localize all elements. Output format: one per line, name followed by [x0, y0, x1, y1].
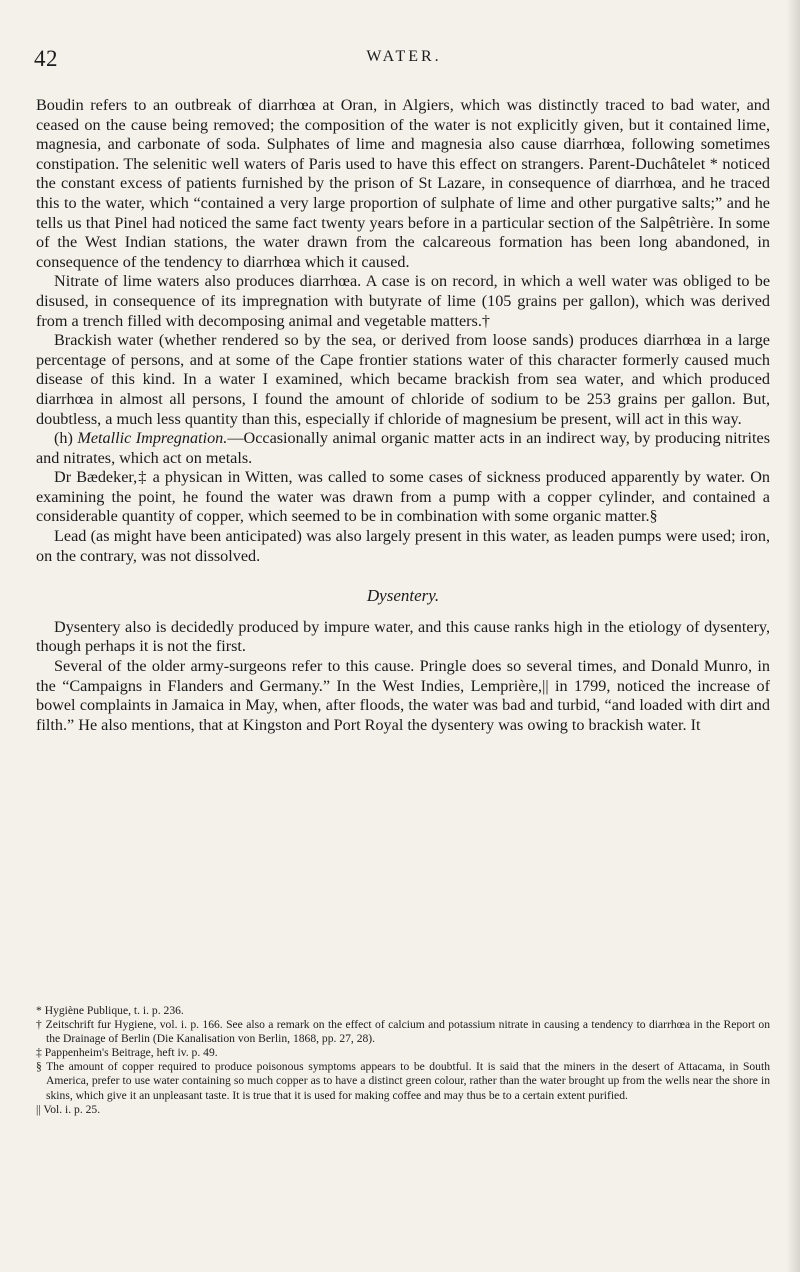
metallic-text: —Occasionally animal organic matter acts in an indirect way, by producing nitrites and nitrates, which act on metals. — [36, 429, 770, 467]
footnote: † Zeitschrift fur Hygiene, vol. i. p. 166. See also a remark on the effect of calcium and potassium nitrate in causing a tendency to diarrhœa in the Report on the Drainage of Berlin (Die Kanalisation von Berlin, 1868, pp. 27, 28). — [36, 1018, 770, 1046]
paragraph-oran-outbreak: Boudin refers to an outbreak of diarrhœa at Oran, in Algiers, which was distinctly traced to bad water, and ceased on the cause being removed; the composition of the water is not explicitly given, but it contained lime, magnesia, and carbonate of soda. Sulphates of lime and magnesia also cause diarrhœa, following sometimes constipation. The selenitic well waters of Paris used to have this effect on strangers. Parent-Duchâtelet * noticed the constant excess of patients furnished by the prison of St Lazare, in consequence of diarrhœa, and he traced this to the water, which “contained a very large proportion of sulphate of lime and other purgative salts;” and he tells us that Pinel had noticed the same fact twenty years before in a particular section of the Salpêtrière. In some of the West Indian stations, the water drawn from the calcareous formation has been long abandoned, in consequence of the tendency to diarrhœa which it caused. — [36, 96, 770, 271]
body-text — [36, 96, 770, 735]
footnotes — [36, 1004, 770, 1117]
footnote: § The amount of copper required to produce poisonous symptoms appears to be doubtful. It is said that the miners in the desert of Attacama, in South America, prefer to use water containing so much copper as to have a distinct green colour, rather than the water brought up from the wells near the shore in skins, which give it an unpleasant taste. It is true that it is used for making coffee and may thus be to a certain extent purified. — [36, 1060, 770, 1102]
metallic-title: Metallic Impregnation. — [77, 429, 228, 448]
paragraph-metallic-impregnation — [36, 429, 770, 468]
paragraph-dysentery-impure-water: Dysentery also is decidedly produced by impure water, and this cause ranks high in the etiology of dysentery, though perhaps it is not the first. — [36, 617, 770, 656]
section-heading-dysentery: Dysentery. — [366, 586, 440, 606]
paragraph-army-surgeons: Several of the older army-surgeons refer to this cause. Pringle does so several times, and Donald Munro, in the “Campaigns in Flanders and Germany.” In the West Indies, Lemprière,|| in 1799, noticed the increase of bowel complaints in Jamaica in May, when, after floods, the water was bad and turbid, “and loaded with dirt and filth.” He also mentions, that at Kingston and Port Royal the dysentery was owing to brackish water. It — [36, 657, 770, 734]
paragraph-lead: Lead (as might have been anticipated) was also largely present in this water, as leaden pumps were used; iron, on the contrary, was not dissolved. — [36, 527, 770, 565]
paragraph-bandeker-copper: Dr Bædeker,‡ a physican in Witten, was called to some cases of sickness produced apparently by water. On examining the point, he found the water was drawn from a pump with a copper cylinder, and contained a considerable quantity of copper, which seemed to be in combination with some organic matter.§ — [36, 468, 770, 526]
paragraph-brackish-water: Brackish water (whether rendered so by the sea, or derived from loose sands) produces diarrhœa in a large percentage of persons, and at some of the Cape frontier stations water of this character formerly caused much disease of this kind. In a water I examined, which became brackish from sea water, and which produced diarrhœa in almost all persons, I found the amount of chloride of sodium to be 253 grains per gallon. But, doubtless, a much less quantity than this, especially if chloride of magnesium be present, will act in this way. — [36, 331, 770, 428]
running-head: WATER. — [366, 48, 442, 65]
metallic-label: (h) — [54, 429, 73, 448]
footnote: * Hygiène Publique, t. i. p. 236. — [36, 1004, 184, 1017]
page-edge-shadow — [786, 0, 800, 1272]
page-header — [34, 46, 774, 72]
paragraph-nitrate-of-lime: Nitrate of lime waters also produces diarrhœa. A case is on record, in which a well water was obliged to be disused, in consequence of its impregnation with butyrate of lime (105 grains per gallon), which was derived from a trench filled with decomposing animal and vegetable matters.† — [36, 272, 770, 330]
page-number: 42 — [34, 46, 58, 71]
footnote: || Vol. i. p. 25. — [36, 1102, 101, 1116]
footnote: ‡ Pappenheim's Beitrage, heft iv. p. 49. — [36, 1046, 218, 1060]
